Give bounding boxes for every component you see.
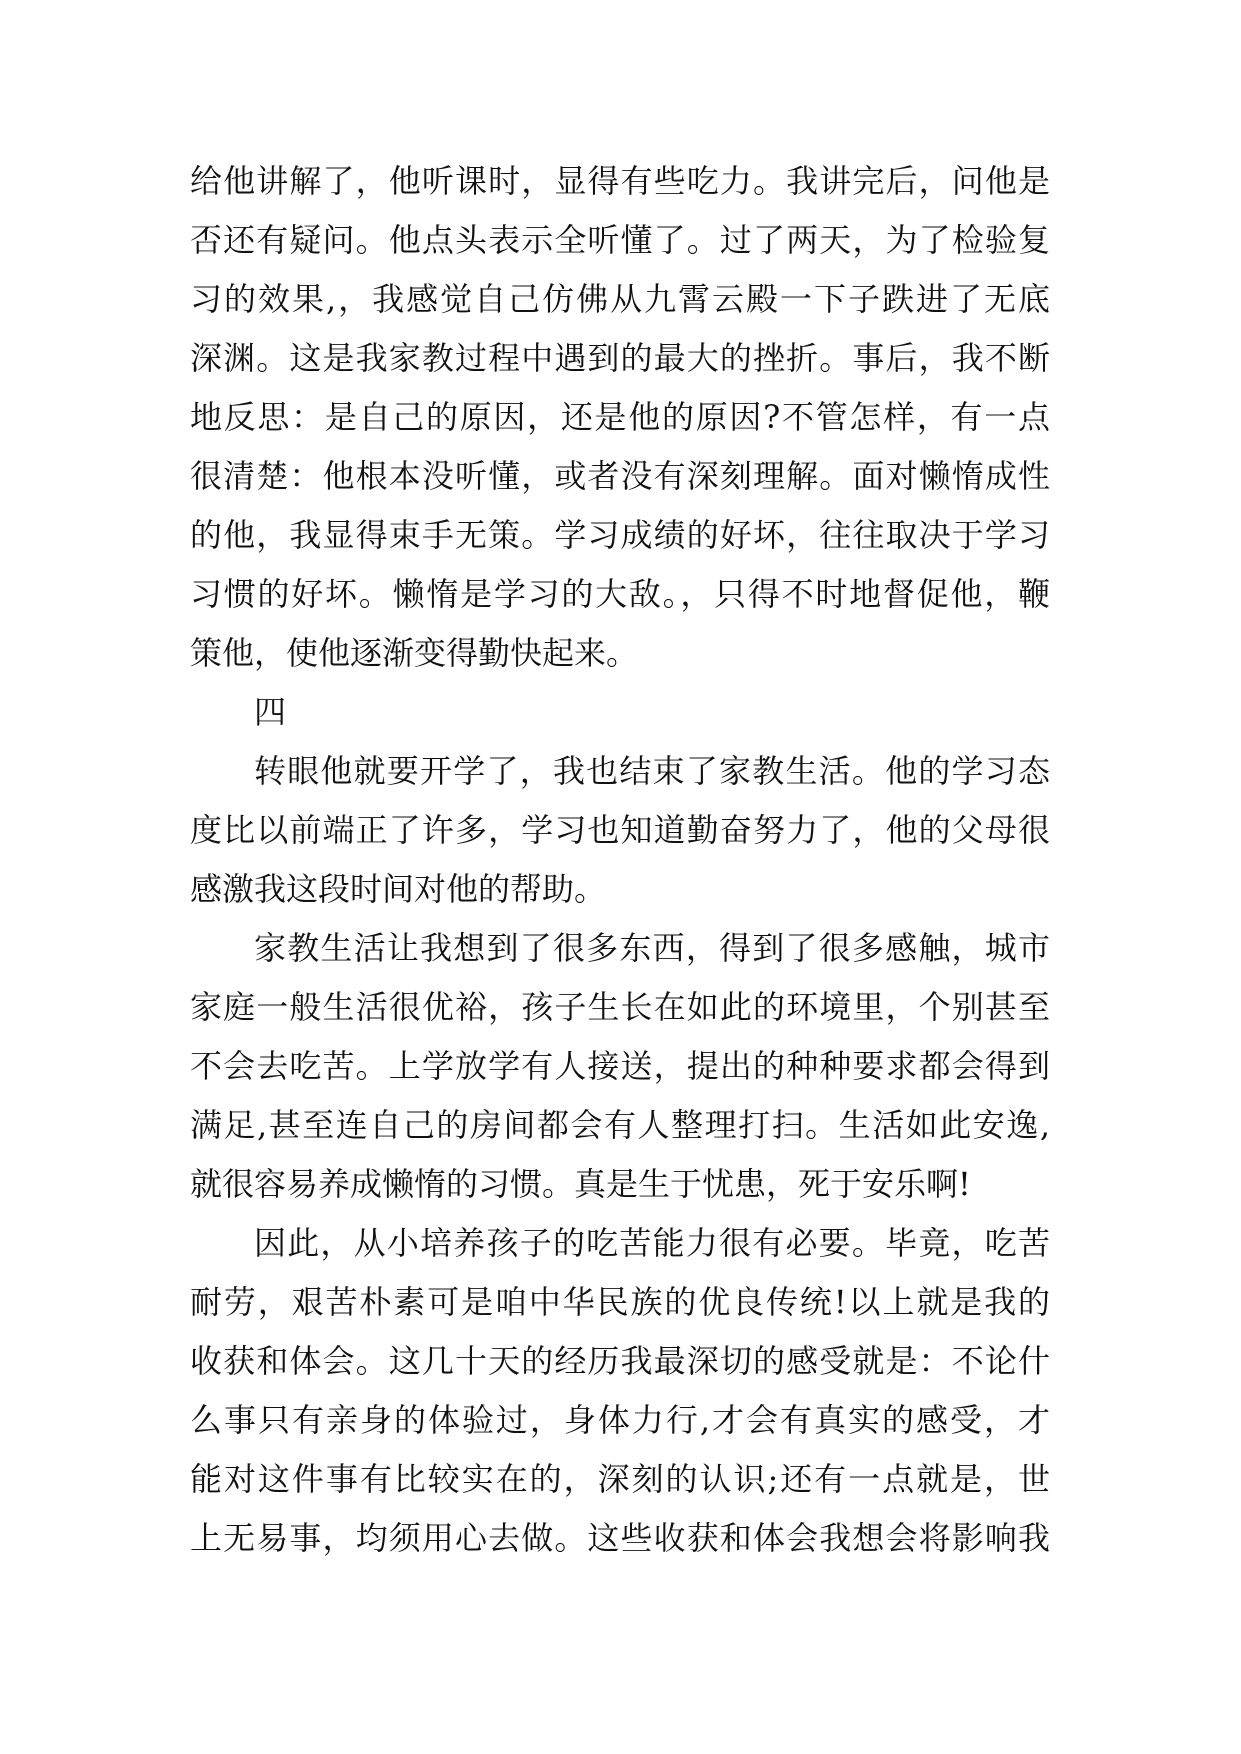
text-line: 耐劳，艰苦朴素可是咱中华民族的优良传统!以上就是我的 xyxy=(190,1283,1050,1321)
text-line: 地反思：是自己的原因，还是他的原因?不管怎样，有一点 xyxy=(190,398,1050,436)
text-line: 转眼他就要开学了，我也结束了家教生活。他的学习态 xyxy=(254,752,1050,790)
text-line: 深渊。这是我家教过程中遇到的最大的挫折。事后，我不断 xyxy=(190,339,1050,377)
text-line: 很清楚：他根本没听懂，或者没有深刻理解。面对懒惰成性 xyxy=(190,457,1050,495)
text-line: 家庭一般生活很优裕，孩子生长在如此的环境里，个别甚至 xyxy=(190,988,1050,1026)
text-line: 四 xyxy=(254,693,287,731)
text-line: 收获和体会。这几十天的经历我最深切的感受就是：不论什 xyxy=(190,1342,1050,1380)
text-line: 策他，使他逐渐变得勤快起来。 xyxy=(190,634,639,672)
text-line: 上无易事，均须用心去做。这些收获和体会我想会将影响我 xyxy=(190,1519,1050,1557)
text-line: 否还有疑问。他点头表示全听懂了。过了两天，为了检验复 xyxy=(190,221,1050,259)
text-line: 么事只有亲身的体验过，身体力行,才会有真实的感受，才 xyxy=(190,1401,1050,1439)
body-text xyxy=(190,152,1050,1568)
text-line: 满足,甚至连自己的房间都会有人整理打扫。生活如此安逸, xyxy=(190,1106,1050,1144)
text-line: 给他讲解了，他听课时，显得有些吃力。我讲完后，问他是 xyxy=(190,162,1050,200)
text-line: 度比以前端正了许多，学习也知道勤奋努力了，他的父母很 xyxy=(190,811,1050,849)
text-line: 因此，从小培养孩子的吃苦能力很有必要。毕竟，吃苦 xyxy=(254,1224,1050,1262)
text-line: 习的效果,，我感觉自己仿佛从九霄云殿一下子跌进了无底 xyxy=(190,280,1050,318)
text-line: 感激我这段时间对他的帮助。 xyxy=(190,870,607,908)
text-line: 不会去吃苦。上学放学有人接送，提出的种种要求都会得到 xyxy=(190,1047,1050,1085)
text-line: 能对这件事有比较实在的，深刻的认识;还有一点就是，世 xyxy=(190,1460,1050,1498)
text-line: 的他，我显得束手无策。学习成绩的好坏，往往取决于学习 xyxy=(190,516,1050,554)
text-line: 就很容易养成懒惰的习惯。真是生于忧患，死于安乐啊! xyxy=(190,1165,971,1203)
text-line: 家教生活让我想到了很多东西，得到了很多感触，城市 xyxy=(254,929,1050,967)
text-line: 习惯的好坏。懒惰是学习的大敌。，只得不时地督促他，鞭 xyxy=(190,575,1050,613)
